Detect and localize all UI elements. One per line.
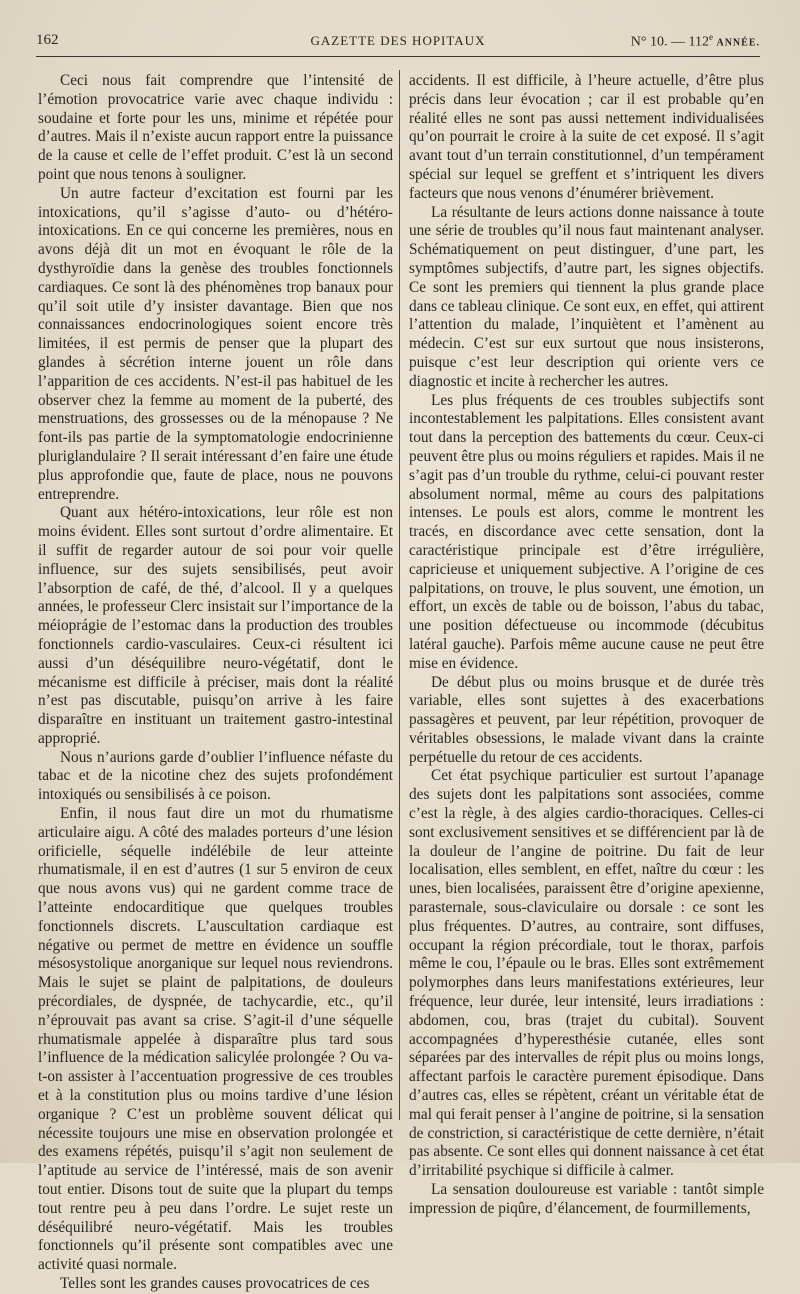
paragraph: Les plus fréquents de ces troubles subjectifs sont incontestablement les palpitations. Elles consistent avant tout dans la perception des battements du cœur. Ceux-ci peuvent être plus ou moins réguliers et rapides. Mais il ne s’agit pas d’un trouble du rythme, celui-ci pouvant rester absolument normal, même au cours des palpitations intenses. Le pouls est alors, comme le montrent les tracés, en discordance avec cette sensation, dont la caractéristique principale est d’être irrégulière, capricieuse et uniquement subjective. A l’origine de ces palpitations, on trouve, le plus souvent, une émotion, un effort, un excès de table ou de boisson, l’abus du tabac, une position défectueuse ou incommode (décubitus latéral gauche). Parfois même aucune cause ne peut être mise en évidence. [409, 391, 764, 672]
paragraph: La sensation douloureuse est variable : tantôt simple impression de piqûre, d’élancement, de fourmillements, [409, 1181, 764, 1217]
page-number: 162 [36, 32, 59, 48]
paragraph: Telles sont les grandes causes provocatrices de ces [60, 1275, 370, 1292]
paragraph: De début plus ou moins brusque et de durée très variable, elles sont sujettes à des exacerbations passagères et peuvent, par leur répétition, provoquer de véritables obsessions, le malade vivant dans la crainte perpétuelle du retour de ces accidents. [409, 673, 764, 766]
column-divider [399, 70, 400, 1120]
paragraph: accidents. Il est difficile, à l’heure actuelle, d’être plus précis dans leur évocation ; car il est probable qu’en réalité elles ne sont pas aussi nettement individualisées qu’on pourrait le croire à la suite de cet exposé. Il s’agit avant tout d’un terrain constitutionnel, d’un tempérament spécial sur lequel se greffent et s’intriquent les divers facteurs que nous venons d’énumérer brièvement. [409, 72, 764, 202]
issue-suffix: ANNÉE. [716, 37, 760, 49]
issue-info [631, 32, 760, 51]
paragraph: Un autre facteur d’excitation est fourni par les intoxications, qu’il s’agisse d’auto- ou d’hétéro-intoxications. En ce qui concerne les premières, nous en avons déjà dit un mot en évoquant le rôle de la dysthyroïdie dans la genèse des troubles fonctionnels cardiaques. Ce sont là des phénomènes trop banaux pour qu’il soit utile d’y insister davantage. Bien que nos connaissances endocrinologiques soient encore très limitées, il est permis de penser que la plupart des glandes à sécrétion interne jouent un rôle dans l’apparition de ces accidents. N’est-il pas habituel de les observer chez la femme au moment de la puberté, des menstruations, des grossesses ou de la ménopause ? Ne font-ils pas partie de la symptomatologie endocrinienne pluriglandulaire ? Il serait intéressant d’en faire une étude plus approfondie que, faute de place, nous ne pouvons entreprendre. [38, 184, 393, 503]
journal-title: GAZETTE DES HOPITAUX [310, 33, 486, 48]
paragraph: La résultante de leurs actions donne naissance à toute une série de troubles qu’il nous faut maintenant analyser. Schématiquement on peut distinguer, d’une part, les symptômes subjectifs, d’autre part, les signes objectifs. Ce sont les premiers qui tiennent la plus grande place dans ce tableau clinique. Ce sont eux, en effet, qui attirent l’attention du malade, l’inquiètent et l’amènent au médecin. C’est sur eux surtout que nous insisterons, puisque c’est leur description qui oriente vers ce diagnostic et incite à rechercher les autres. [409, 203, 764, 390]
paragraph: Enfin, il nous faut dire un mot du rhumatisme articulaire aigu. A côté des malades porteurs d’une lésion orificielle, séquelle indélébile de leur atteinte rhumatismale, il en est d’autres (1 sur 5 environ de ceux que nous avons vus) qui ne gardent comme trace de l’atteinte endocarditique que quelques troubles fonctionnels discrets. L’auscultation cardiaque est négative ou permet de mettre en évidence un souffle mésosystolique anorganique sur lequel nous reviendrons. Mais le sujet se plaint de palpitations, de douleurs précordiales, de dyspnée, de tachycardie, etc., qu’il n’éprouvait pas avant sa crise. S’agit-il d’une séquelle rhumatismale appelée à disparaître plus tard sous l’influence de la médication salicylée prolongée ? Ou va-t-on assister à l’accentuation progressive de ces troubles et à la constitution plus ou moins tardive d’une lésion organique ? C’est un problème souvent délicat qui nécessite toujours une mise en observation prolongée et des examens répétés, puisqu’il s’agit non seulement de l’aptitude au service de l’intéressé, mais de son avenir tout entier. Disons tout de suite que la plupart du temps tout rentre peu à peu dans l’ordre. Le sujet reste un déséquilibré neuro-végétatif. Mais les troubles fonctionnels qu’il présente sont compatibles avec une activité quasi normale. [38, 805, 393, 1274]
paragraph: Cet état psychique particulier est surtout l’apanage des sujets dont les palpitations sont associées, comme c’est la règle, à des algies cardio-thoraciques. Celles-ci sont exclusivement sensitives et se différencient par là de la douleur de l’angine de poitrine. Du fait de leur localisation, elles semblent, en effet, naître du cœur : les unes, bien localisées, paraissent être d’origine apexienne, parasternale, sous-claviculaire ou dorsale : ce sont les plus fréquentes. D’autres, au contraire, sont diffuses, occupant la région précordiale, tout le thorax, parfois même le cou, l’épaule ou le bras. Elles sont extrêmement polymorphes dans leurs manifestations extérieures, leur fréquence, leur durée, leur intensité, leurs irradiations : abdomen, cou, bras (trajet du cubital). Souvent accompagnées d’hyperesthésie cutanée, elles sont séparées par des intervalles de répit plus ou moins longs, affectant parfois le caractère purement épisodique. Dans d’autres cas, elles se répètent, créant un véritable état de mal qui ferait penser à l’angine de poitrine, si la sensation de constriction, si caractéristique de cette dernière, n’était pas absente. Ce sont elles qui donnent naissance à cet état d’irritabilité psychique si difficile à calmer. [409, 767, 764, 1180]
paragraph: Quant aux hétéro-intoxications, leur rôle est non moins évident. Elles sont surtout d’ordre alimentaire. Et il suffit de regarder autour de soi pour voir quelle influence, sur des sujets sensibilisés, peut avoir l’absorption de café, de thé, d’alcool. Il y a quelques années, le professeur Clerc insistait sur l’importance de la méioprágie de l’estomac dans la production des troubles fonctionnels cardio-vasculaires. Ceux-ci résultent ici aussi d’un déséquilibre neuro-végétatif, dont le mécanisme est difficile à préciser, mais dont la réalité n’est pas discutable, puisqu’on arrive à les faire disparaître en instituant un traitement gastro-intestinal approprié. [38, 504, 393, 747]
paragraph: Ceci nous fait comprendre que l’intensité de l’émotion provocatrice varie avec chaque individu : soudaine et forte pour les uns, minime et répétée pour d’autres. Mais il n’existe aucun rapport entre la puissance de la cause et celle de l’effet produit. C’est là un second point que nous tenons à souligner. [38, 72, 393, 183]
right-column [409, 72, 764, 1219]
page-header [36, 28, 760, 57]
paragraph: Nous n’aurions garde d’oublier l’influence néfaste du tabac et de la nicotine chez des sujets profondément intoxiqués ou sensibilisés à ce poison. [38, 748, 393, 804]
issue-sup: e [708, 32, 713, 42]
issue-number: N° 10. — 112 [630, 34, 709, 50]
left-column [38, 72, 393, 1294]
